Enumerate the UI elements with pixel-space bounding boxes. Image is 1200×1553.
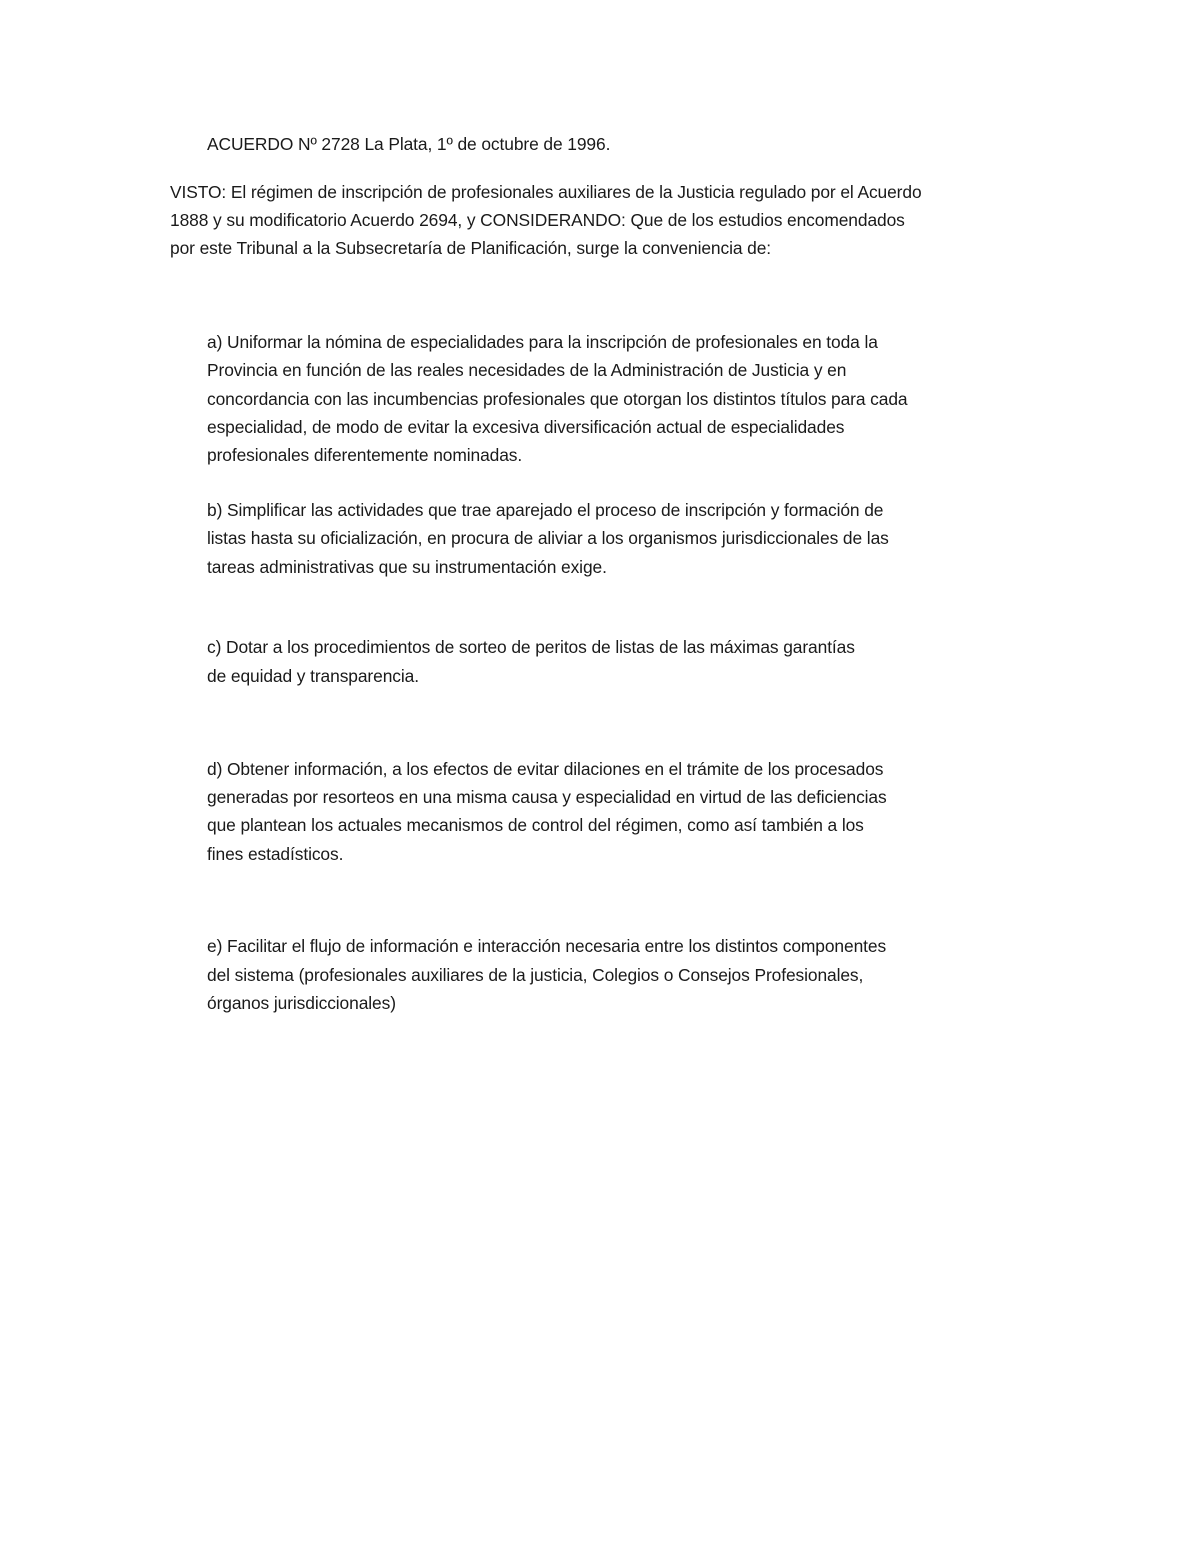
item-line: c) Dotar a los procedimientos de sorteo de peritos de listas de las máximas garantías	[207, 637, 855, 657]
item-line: concordancia con las incumbencias profesionales que otorgan los distintos títulos para cada	[207, 389, 908, 409]
item-line: órganos jurisdiccionales)	[207, 993, 396, 1013]
item-line: que plantean los actuales mecanismos de control del régimen, como así también a los	[207, 815, 864, 835]
item-line: fines estadísticos.	[207, 844, 344, 864]
item-line: de equidad y transparencia.	[207, 666, 419, 686]
item-line: b) Simplificar las actividades que trae aparejado el proceso de inscripción y formación de	[207, 500, 884, 520]
item-line: e) Facilitar el flujo de información e interacción necesaria entre los distintos componentes	[207, 936, 887, 956]
item-line: especialidad, de modo de evitar la excesiva diversificación actual de especialidades	[207, 417, 845, 437]
item-line: del sistema (profesionales auxiliares de la justicia, Colegios o Consejos Profesionales,	[207, 965, 864, 985]
item-line: tareas administrativas que su instrumentación exige.	[207, 557, 607, 577]
item-line: listas hasta su oficialización, en procura de aliviar a los organismos jurisdiccionales de las	[207, 528, 889, 548]
visto-line: VISTO: El régimen de inscripción de profesionales auxiliares de la Justicia regulado por el Acuerdo	[170, 182, 922, 202]
item-line: profesionales diferentemente nominadas.	[207, 445, 523, 465]
visto-line: por este Tribunal a la Subsecretaría de Planificación, surge la conveniencia de:	[170, 238, 772, 258]
visto-line: 1888 y su modificatorio Acuerdo 2694, y CONSIDERANDO: Que de los estudios encomendados	[170, 210, 905, 230]
item-line: d) Obtener información, a los efectos de evitar dilaciones en el trámite de los procesados	[207, 759, 884, 779]
item-line: Provincia en función de las reales necesidades de la Administración de Justicia y en	[207, 360, 847, 380]
item-line: a) Uniformar la nómina de especialidades para la inscripción de profesionales en toda la	[207, 332, 878, 352]
document-heading: ACUERDO Nº 2728 La Plata, 1º de octubre de 1996.	[207, 134, 611, 154]
item-line: generadas por resorteos en una misma causa y especialidad en virtud de las deficiencias	[207, 787, 887, 807]
